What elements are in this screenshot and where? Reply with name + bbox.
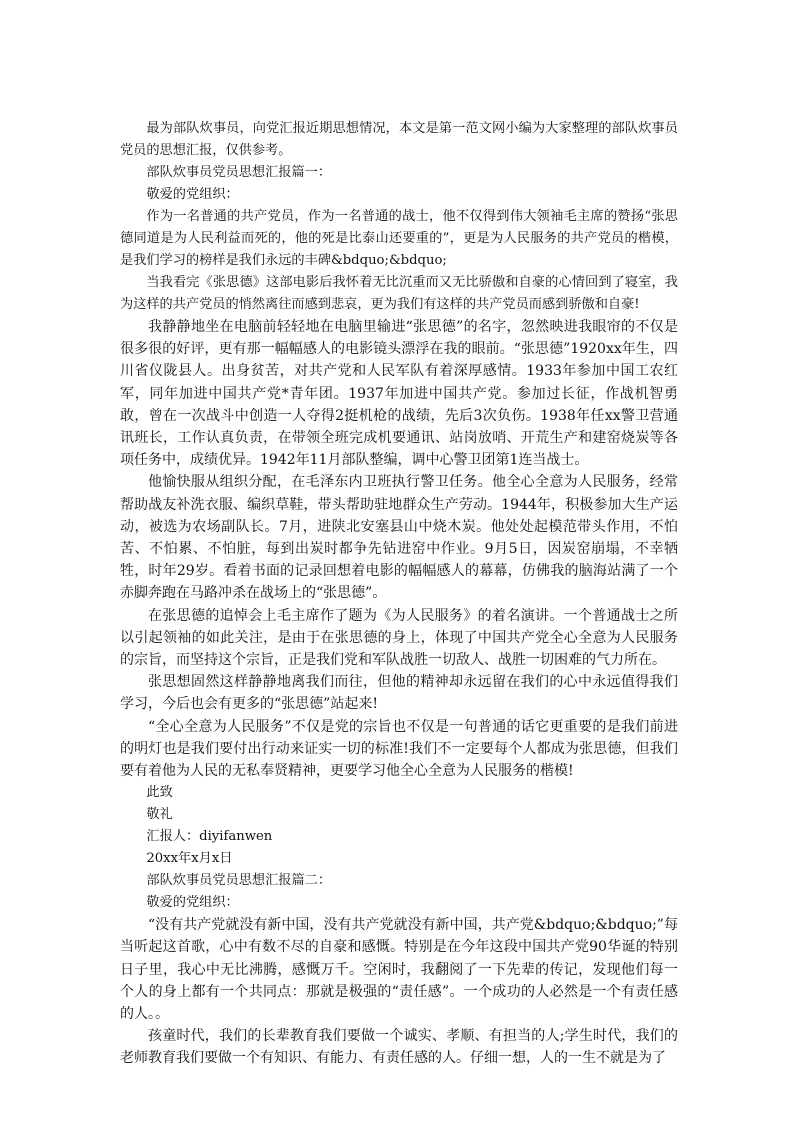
paragraph: 我静静地坐在电脑前轻轻地在电脑里输进“张思德”的名字，忽然映进我眼帘的不仅是很多很的好评，更有那一幅幅感人的电影镜头漂浮在我的眼前。“张思德”1920xx年生，四川省仪陇县人。出身贫苦，对共产党和人民军队有着深厚感情。1933年参加中国工农红军，同年加进中国共产党*青年团。1937年加进中国共产党。参加过长征，作战机智勇敢，曾在一次战斗中创造一人夺得2挺机枪的战绩，先后3次负伤。1938年任xx警卫营通讯班长，工作认真负责，在带领全班完成机要通讯、站岗放哨、开荒生产和建窑烧炭等各项任务中，成绩优异。1942年11月部队整编，调中心警卫团第1连当战士。 (120, 319, 678, 469)
section-heading-2: 部队炊事员党员思想汇报篇二： (146, 873, 332, 889)
paragraph-intro: 最为部队炊事员，向党汇报近期思想情况，本文是第一范文网小编为大家整理的部队炊事员党员的思想汇报，仅供参考。 (120, 121, 678, 158)
salutation-2: 敬爱的党组织： (146, 895, 239, 911)
closing-line: 敬礼 (146, 807, 173, 823)
paragraph: 张思想固然这样静静地离我们而往，但他的精神却永远留在我们的心中永远值得我们学习，今后也会有更多的“张思德”站起来! (120, 674, 678, 713)
salutation-1: 敬爱的党组织： (146, 187, 239, 202)
paragraph: 作为一名普通的共产党员，作为一名普通的战士，他不仅得到伟大领袖毛主席的赞扬“张思德同道是为人民利益而死的，他的死是比泰山还要重的”，更是为人民服务的共产党员的楷模，是我们学习的榜样是我们永远的丰碑&bdquo;&bdquo; (120, 209, 678, 268)
reporter-line: 汇报人：diyifanwen (146, 829, 273, 845)
paragraph: 孩童时代，我们的长辈教育我们要做一个诚实、孝顺、有担当的人;学生时代，我们的老师教育我们要做一个有知识、有能力、有责任感的人。仔细一想，人的一生不就是为了 (120, 1028, 678, 1067)
closing-line: 此致 (146, 785, 173, 801)
date-line: 20xx年x月x日 (146, 851, 233, 867)
paragraph: “没有共产党就没有新中国，没有共产党就没有新中国，共产党&bdquo;&bdquo;”每当听起这首歌，心中有数不尽的自豪和感慨。特别是在今年这段中国共产党90华诞的特别日子里，我心中无比沸腾，感慨万千。空闲时，我翻阅了一下先辈的传记，发现他们每一个人的身上都有一个共同点：那就是极强的“责任感”。一个成功的人必然是一个有责任感的人。。 (120, 917, 678, 1023)
paragraph: 他愉快服从组织分配，在毛泽东内卫班执行警卫任务。他全心全意为人民服务，经常帮助战友补洗衣服、编织草鞋，带头帮助驻地群众生产劳动。1944年，积极参加大生产运动，被选为农场副队长。7月，进陕北安塞县山中烧木炭。他处处起模范带头作用，不怕苦、不怕累、不怕脏，每到出炭时都争先钻进窑中作业。9月5日，因炭窑崩塌，不幸牺牲，时年29岁。看着书面的记录回想着电影的幅幅感人的幕幕，仿佛我的脑海站满了一个赤脚奔跑在马路冲杀在战场上的“张思德”。 (120, 474, 678, 602)
document-body (120, 118, 678, 1070)
paragraph: “全心全意为人民服务”不仅是党的宗旨也不仅是一句普通的话它更重要的是我们前进的明灯也是我们要付出行动来证实一切的标准!我们不一定要每个人都成为张思德，但我们要有着他为人民的无私奉贤精神，更要学习他全心全意为人民服务的楷模! (120, 718, 678, 780)
paragraph: 当我看完《张思德》这部电影后我怀着无比沉重而又无比骄傲和自豪的心情回到了寝室，我为这样的共产党员的悄然离往而感到悲哀，更为我们有这样的共产党员而感到骄傲和自豪! (120, 275, 678, 312)
paragraph: 在张思德的追悼会上毛主席作了题为《为人民服务》的着名演讲。一个普通战士之所以引起领袖的如此关注，是由于在张思德的身上，体现了中国共产党全心全意为人民服务的宗旨，而坚持这个宗旨，正是我们党和军队战胜一切敌人、战胜一切困难的气力所在。 (120, 607, 678, 669)
section-heading-1: 部队炊事员党员思想汇报篇一： (146, 165, 332, 180)
